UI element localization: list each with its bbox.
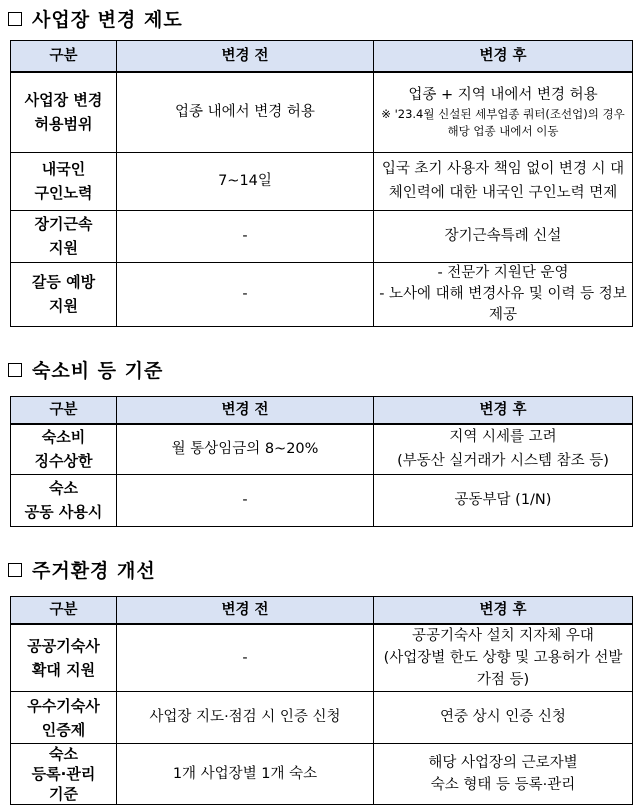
checkbox-square-icon bbox=[8, 12, 22, 26]
text-line: 구인노력 bbox=[34, 184, 93, 202]
text-line: 숙소비 bbox=[41, 428, 86, 447]
row-category bbox=[11, 624, 117, 692]
housing-environment-table bbox=[10, 596, 633, 805]
table-row bbox=[11, 72, 633, 152]
row-category bbox=[11, 152, 117, 210]
header-category: 구분 bbox=[11, 597, 117, 625]
text-line: 우수기숙사 bbox=[27, 696, 100, 715]
text-line: 숙소 bbox=[49, 745, 78, 763]
row-before: - bbox=[117, 624, 374, 692]
table-row bbox=[11, 152, 633, 210]
text-line: 등록·관리 bbox=[31, 765, 96, 783]
table-header-row bbox=[11, 397, 633, 425]
text-line: 내국인 bbox=[41, 160, 86, 178]
table-header-row bbox=[11, 41, 633, 73]
table-row bbox=[11, 624, 633, 692]
section-title-3: 주거환경 개선 bbox=[8, 556, 156, 583]
text-line: 인증제 bbox=[41, 720, 86, 739]
text-line: 해당 사업장의 근로자별 bbox=[428, 755, 578, 771]
header-before: 변경 전 bbox=[117, 41, 374, 73]
row-before: 7~14일 bbox=[117, 152, 374, 210]
text-line: - 전문가 지원단 운영 bbox=[437, 264, 569, 281]
text-line: 갈등 예방 bbox=[31, 273, 96, 291]
row-before: 1개 사업장별 1개 숙소 bbox=[117, 744, 374, 805]
row-category bbox=[11, 424, 117, 474]
text-line: (부동산 실거래가 시스템 참조 등) bbox=[397, 453, 609, 470]
text-line: - 노사에 대해 변경사유 및 이력 등 정보 제공 bbox=[379, 285, 627, 323]
header-category: 구분 bbox=[11, 41, 117, 73]
table-row bbox=[11, 692, 633, 744]
row-category bbox=[11, 692, 117, 744]
row-category bbox=[11, 744, 117, 805]
row-category bbox=[11, 210, 117, 262]
table-header-row bbox=[11, 597, 633, 625]
table-row bbox=[11, 744, 633, 805]
text-line: 징수상한 bbox=[34, 452, 93, 471]
checkbox-square-icon bbox=[8, 363, 22, 377]
table-row bbox=[11, 424, 633, 474]
header-before: 변경 전 bbox=[117, 397, 374, 425]
row-category bbox=[11, 72, 117, 152]
table-row bbox=[11, 474, 633, 526]
row-before: - bbox=[117, 262, 374, 326]
row-after bbox=[374, 744, 633, 805]
row-after bbox=[374, 262, 633, 326]
row-before: - bbox=[117, 474, 374, 526]
text-line: 숙소 bbox=[49, 479, 78, 497]
table-row bbox=[11, 262, 633, 326]
text-line: 확대 지원 bbox=[31, 661, 96, 679]
text-line: 지역 시세를 고려 bbox=[449, 429, 557, 446]
table-row bbox=[11, 210, 633, 262]
header-after: 변경 후 bbox=[374, 597, 633, 625]
row-before: 월 통상임금의 8~20% bbox=[117, 424, 374, 474]
row-after: 연중 상시 인증 신청 bbox=[374, 692, 633, 744]
row-note: ※ '23.4월 신설된 세부업종 쿼터(조선업)의 경우 해당 업종 내에서 이동 bbox=[381, 106, 625, 138]
text-line: 지원 bbox=[49, 239, 78, 257]
row-after: 입국 초기 사용자 책임 없이 변경 시 대체인력에 대한 내국인 구인노력 면제 bbox=[374, 152, 633, 210]
row-category bbox=[11, 474, 117, 526]
text-line: 기준 bbox=[49, 785, 78, 803]
section-title-1: 사업장 변경 제도 bbox=[8, 5, 183, 32]
header-before: 변경 전 bbox=[117, 597, 374, 625]
row-after: 장기근속특례 신설 bbox=[374, 210, 633, 262]
header-after: 변경 후 bbox=[374, 41, 633, 73]
text-line: (사업장별 한도 상향 및 고용허가 선발 가점 등) bbox=[383, 650, 623, 688]
text-line: 공동 사용시 bbox=[24, 503, 103, 521]
header-category: 구분 bbox=[11, 397, 117, 425]
text-line: 숙소 형태 등 등록·관리 bbox=[430, 777, 576, 793]
section-title-2: 숙소비 등 기준 bbox=[8, 356, 163, 383]
row-after: 공동부담 (1/N) bbox=[374, 474, 633, 526]
row-before: 사업장 지도·점검 시 인증 신청 bbox=[117, 692, 374, 744]
row-before: - bbox=[117, 210, 374, 262]
text-line: 공공기숙사 설치 지자체 우대 bbox=[412, 628, 594, 644]
text-line: 장기근속 bbox=[34, 215, 93, 233]
text-line: 공공기숙사 bbox=[27, 637, 100, 655]
row-before: 업종 내에서 변경 허용 bbox=[117, 72, 374, 152]
checkbox-square-icon bbox=[8, 563, 22, 577]
row-after bbox=[374, 424, 633, 474]
text-line: 지원 bbox=[49, 297, 78, 315]
row-after: 업종 + 지역 내에서 변경 허용 ※ '23.4월 신설된 세부업종 쿼터(조선업)의 경우 해당 업종 내에서 이동 bbox=[374, 72, 633, 152]
row-category bbox=[11, 262, 117, 326]
text-line: 사업장 변경 bbox=[24, 91, 103, 110]
row-after bbox=[374, 624, 633, 692]
text-line: 허용범위 bbox=[34, 115, 93, 134]
workplace-change-table bbox=[10, 40, 633, 327]
header-after: 변경 후 bbox=[374, 397, 633, 425]
lodging-cost-table bbox=[10, 396, 633, 527]
